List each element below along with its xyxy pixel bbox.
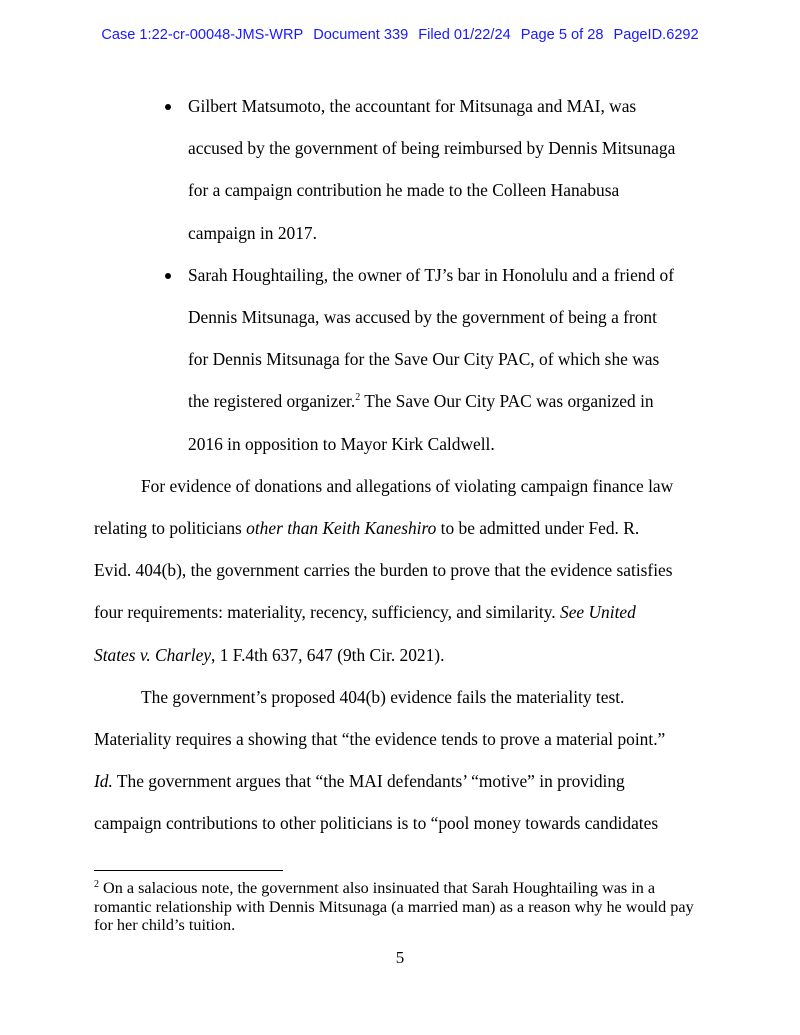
document-number: Document 339 [313, 27, 409, 43]
text-run: For evidence of donations and allegations of violating campaign finance law [141, 475, 674, 496]
text-run: Gilbert Matsumoto, the accountant for Mitsunaga and MAI, was [188, 96, 637, 116]
page-number: 5 [395, 948, 405, 967]
text-run: Dennis Mitsunaga, was accused by the government of being a front [188, 307, 657, 327]
bullet-icon [165, 104, 171, 110]
bullet-line [188, 138, 675, 158]
case-number: Case 1:22-cr-00048-JMS-WRP [101, 27, 304, 43]
text-run: 2016 in opposition to Mayor Kirk Caldwell. [188, 433, 495, 454]
bullet-line [188, 96, 636, 116]
paragraph-line [94, 602, 636, 622]
bullet-line [188, 349, 659, 369]
footnote-reference: 2 [355, 392, 361, 404]
text-run: four requirements: materiality, recency, sufficiency, and similarity. [94, 602, 560, 623]
text-run: for a campaign contribution he made to the Colleen Hanabusa [188, 180, 620, 201]
page-id: PageID.6292 [613, 27, 699, 43]
text-run: Materiality requires a showing that “the evidence tends to prove a material point.” [94, 729, 666, 749]
bullet-line [188, 180, 619, 200]
text-run: The government’s proposed 404(b) evidence fails the materiality test. [141, 686, 625, 707]
bullet-line [188, 223, 317, 243]
footnote [94, 879, 714, 935]
bullet-line [188, 434, 495, 454]
court-filing-header [0, 27, 800, 43]
footnote-divider [94, 870, 283, 871]
paragraph-line [94, 645, 444, 665]
paragraph-line [94, 771, 625, 791]
paragraph-line [141, 687, 624, 707]
text-run: , 1 F.4th 637, 647 (9th Cir. 2021). [211, 644, 445, 665]
text-run: to be admitted under Fed. R. [436, 518, 640, 538]
text-run: The government argues that “the MAI defendants’ “motive” in providing [112, 771, 625, 792]
text-run: campaign contributions to other politicians is to “pool money towards candidates [94, 813, 659, 834]
text-run: accused by the government of being reimbursed by Dennis Mitsunaga [188, 138, 676, 159]
bullet-icon [165, 273, 171, 279]
text-run: campaign in 2017. [188, 222, 317, 243]
bullet-line [188, 391, 654, 411]
page-of: Page 5 of 28 [520, 27, 604, 43]
text-run: for Dennis Mitsunaga for the Save Our City PAC, of which she was [188, 349, 660, 370]
footnote-number: 2 [94, 879, 99, 890]
text-run: relating to politicians [94, 518, 247, 538]
italic-text: States v. Charley [94, 644, 212, 665]
italic-text: Id. [94, 771, 113, 792]
footnote-text: On a salacious note, the government also insinuated that Sarah Houghtailing was in a romantic relationship with Dennis Mitsunaga (a married man) as a reason why he would pay for her child’s tuition. [94, 879, 694, 934]
paragraph-line [141, 476, 673, 496]
text-run: the registered organizer. [188, 391, 356, 412]
paragraph-line [94, 560, 673, 580]
text-run: Sarah Houghtailing, the owner of TJ’s bar in Honolulu and a friend of [188, 264, 675, 285]
bullet-line [188, 265, 674, 285]
text-run: The Save Our City PAC was organized in [360, 391, 654, 412]
paragraph-line [94, 729, 665, 749]
paragraph-line [94, 813, 658, 833]
italic-text: other than Keith Kaneshiro [246, 518, 437, 538]
bullet-line [188, 307, 657, 327]
paragraph-line [94, 518, 639, 538]
filed-date: Filed 01/22/24 [418, 27, 511, 43]
italic-text: See United [560, 602, 636, 623]
text-run: Evid. 404(b), the government carries the burden to prove that the evidence satisfies [94, 560, 673, 581]
